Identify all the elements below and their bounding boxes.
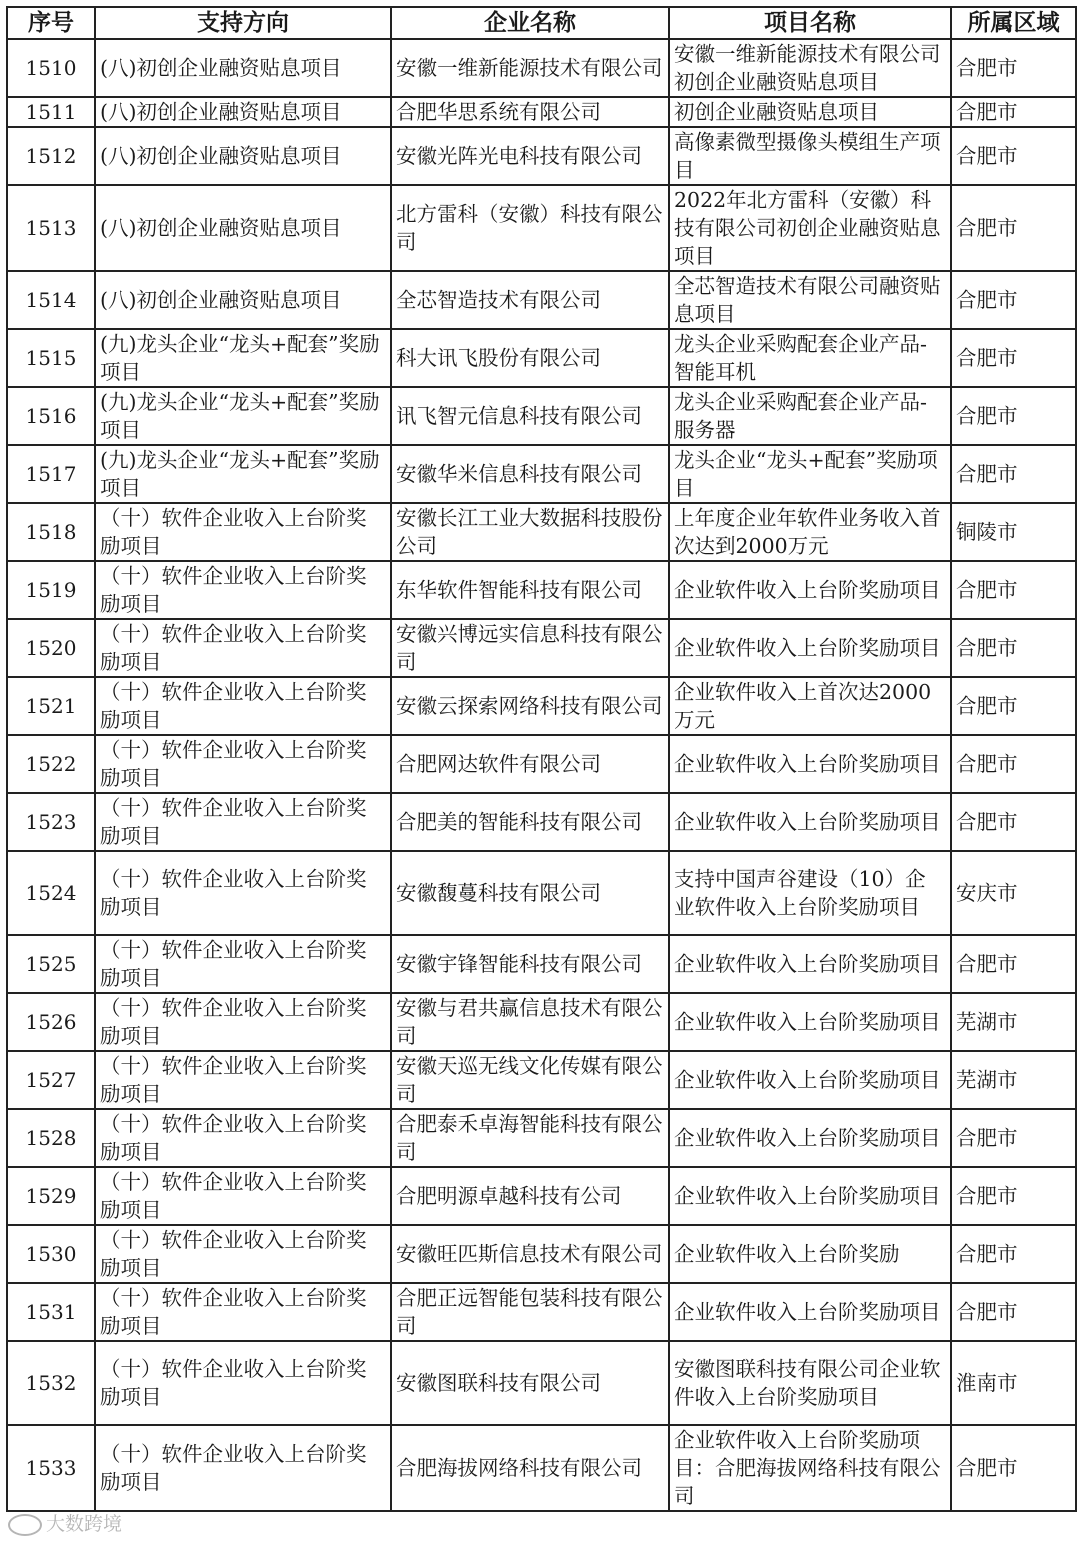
region-cell: 芜湖市 <box>951 993 1076 1051</box>
company-name-cell: 安徽天巡无线文化传媒有限公司 <box>391 1051 669 1109</box>
support-direction-cell: （十）软件企业收入上台阶奖励项目 <box>95 1109 391 1167</box>
company-name-cell: 北方雷科（安徽）科技有限公司 <box>391 185 669 271</box>
serial-number-cell: 1514 <box>7 271 95 329</box>
region-cell: 合肥市 <box>951 1109 1076 1167</box>
project-name-cell: 全芯智造技术有限公司融资贴息项目 <box>669 271 951 329</box>
support-direction-cell: (九)龙头企业“龙头+配套”奖励项目 <box>95 445 391 503</box>
support-direction-cell: （十）软件企业收入上台阶奖励项目 <box>95 1341 391 1425</box>
support-direction-cell: (八)初创企业融资贴息项目 <box>95 127 391 185</box>
company-name-cell: 安徽一维新能源技术有限公司 <box>391 39 669 97</box>
project-name-cell: 企业软件收入上台阶奖励项目 <box>669 1167 951 1225</box>
support-direction-cell: （十）软件企业收入上台阶奖励项目 <box>95 993 391 1051</box>
region-cell: 合肥市 <box>951 445 1076 503</box>
support-direction-cell: （十）软件企业收入上台阶奖励项目 <box>95 1167 391 1225</box>
project-name-cell: 龙头企业采购配套企业产品-服务器 <box>669 387 951 445</box>
project-name-cell: 安徽一维新能源技术有限公司初创企业融资贴息项目 <box>669 39 951 97</box>
company-name-cell: 合肥美的智能科技有限公司 <box>391 793 669 851</box>
project-name-cell: 企业软件收入上台阶奖励项目 <box>669 1109 951 1167</box>
serial-number-cell: 1518 <box>7 503 95 561</box>
table-row <box>7 387 1076 445</box>
serial-number-cell: 1517 <box>7 445 95 503</box>
support-direction-cell: (九)龙头企业“龙头+配套”奖励项目 <box>95 329 391 387</box>
serial-number-cell: 1529 <box>7 1167 95 1225</box>
serial-number-cell: 1526 <box>7 993 95 1051</box>
region-cell: 安庆市 <box>951 851 1076 935</box>
region-cell: 合肥市 <box>951 793 1076 851</box>
table-row <box>7 503 1076 561</box>
company-name-cell: 合肥海拔网络科技有限公司 <box>391 1425 669 1511</box>
support-direction-cell: （十）软件企业收入上台阶奖励项目 <box>95 503 391 561</box>
project-list-table <box>6 6 1077 1512</box>
serial-number-cell: 1530 <box>7 1225 95 1283</box>
header-support-direction: 支持方向 <box>95 7 391 39</box>
project-name-cell: 龙头企业“龙头+配套”奖励项目 <box>669 445 951 503</box>
company-name-cell: 安徽华米信息科技有限公司 <box>391 445 669 503</box>
table-row <box>7 329 1076 387</box>
serial-number-cell: 1512 <box>7 127 95 185</box>
serial-number-cell: 1533 <box>7 1425 95 1511</box>
table-row <box>7 39 1076 97</box>
company-name-cell: 安徽馥蔓科技有限公司 <box>391 851 669 935</box>
region-cell: 合肥市 <box>951 39 1076 97</box>
region-cell: 合肥市 <box>951 1425 1076 1511</box>
table-row <box>7 935 1076 993</box>
project-name-cell: 安徽图联科技有限公司企业软件收入上台阶奖励项目 <box>669 1341 951 1425</box>
table-row <box>7 793 1076 851</box>
table-row <box>7 993 1076 1051</box>
serial-number-cell: 1532 <box>7 1341 95 1425</box>
table-row <box>7 445 1076 503</box>
header-project-name: 项目名称 <box>669 7 951 39</box>
serial-number-cell: 1524 <box>7 851 95 935</box>
project-name-cell: 企业软件收入上台阶奖励项目：合肥海拔网络科技有限公司 <box>669 1425 951 1511</box>
serial-number-cell: 1523 <box>7 793 95 851</box>
support-direction-cell: （十）软件企业收入上台阶奖励项目 <box>95 561 391 619</box>
table-row <box>7 1341 1076 1425</box>
project-name-cell: 支持中国声谷建设（10）企业软件收入上台阶奖励项目 <box>669 851 951 935</box>
serial-number-cell: 1510 <box>7 39 95 97</box>
support-direction-cell: （十）软件企业收入上台阶奖励项目 <box>95 1283 391 1341</box>
project-name-cell: 龙头企业采购配套企业产品-智能耳机 <box>669 329 951 387</box>
serial-number-cell: 1527 <box>7 1051 95 1109</box>
table-row <box>7 1109 1076 1167</box>
header-serial-number: 序号 <box>7 7 95 39</box>
support-direction-cell: （十）软件企业收入上台阶奖励项目 <box>95 735 391 793</box>
watermark <box>8 1509 122 1536</box>
table-header-row <box>7 7 1076 39</box>
project-name-cell: 企业软件收入上台阶奖励 <box>669 1225 951 1283</box>
company-name-cell: 讯飞智元信息科技有限公司 <box>391 387 669 445</box>
company-name-cell: 科大讯飞股份有限公司 <box>391 329 669 387</box>
table-row <box>7 127 1076 185</box>
table-row <box>7 1283 1076 1341</box>
serial-number-cell: 1531 <box>7 1283 95 1341</box>
project-name-cell: 高像素微型摄像头模组生产项目 <box>669 127 951 185</box>
region-cell: 合肥市 <box>951 387 1076 445</box>
company-name-cell: 全芯智造技术有限公司 <box>391 271 669 329</box>
company-name-cell: 合肥正远智能包装科技有限公司 <box>391 1283 669 1341</box>
table-row <box>7 1051 1076 1109</box>
project-name-cell: 企业软件收入上台阶奖励项目 <box>669 993 951 1051</box>
table-row <box>7 185 1076 271</box>
region-cell: 合肥市 <box>951 329 1076 387</box>
support-direction-cell: (八)初创企业融资贴息项目 <box>95 97 391 127</box>
project-name-cell: 企业软件收入上台阶奖励项目 <box>669 793 951 851</box>
company-name-cell: 安徽旺匹斯信息技术有限公司 <box>391 1225 669 1283</box>
support-direction-cell: （十）软件企业收入上台阶奖励项目 <box>95 851 391 935</box>
table-row <box>7 851 1076 935</box>
region-cell: 淮南市 <box>951 1341 1076 1425</box>
table-row <box>7 1225 1076 1283</box>
header-region: 所属区域 <box>951 7 1076 39</box>
support-direction-cell: （十）软件企业收入上台阶奖励项目 <box>95 619 391 677</box>
company-name-cell: 安徽图联科技有限公司 <box>391 1341 669 1425</box>
region-cell: 合肥市 <box>951 735 1076 793</box>
company-name-cell: 合肥华思系统有限公司 <box>391 97 669 127</box>
project-name-cell: 企业软件收入上台阶奖励项目 <box>669 935 951 993</box>
region-cell: 铜陵市 <box>951 503 1076 561</box>
company-name-cell: 安徽云探索网络科技有限公司 <box>391 677 669 735</box>
serial-number-cell: 1520 <box>7 619 95 677</box>
table-row <box>7 561 1076 619</box>
region-cell: 芜湖市 <box>951 1051 1076 1109</box>
project-name-cell: 企业软件收入上台阶奖励项目 <box>669 1051 951 1109</box>
project-name-cell: 上年度企业年软件业务收入首次达到2000万元 <box>669 503 951 561</box>
region-cell: 合肥市 <box>951 677 1076 735</box>
table-row <box>7 271 1076 329</box>
serial-number-cell: 1522 <box>7 735 95 793</box>
table-row <box>7 1167 1076 1225</box>
serial-number-cell: 1511 <box>7 97 95 127</box>
region-cell: 合肥市 <box>951 1283 1076 1341</box>
company-name-cell: 安徽兴博远实信息科技有限公司 <box>391 619 669 677</box>
region-cell: 合肥市 <box>951 185 1076 271</box>
support-direction-cell: （十）软件企业收入上台阶奖励项目 <box>95 1051 391 1109</box>
table-row <box>7 735 1076 793</box>
region-cell: 合肥市 <box>951 619 1076 677</box>
support-direction-cell: （十）软件企业收入上台阶奖励项目 <box>95 677 391 735</box>
company-name-cell: 合肥泰禾卓海智能科技有限公司 <box>391 1109 669 1167</box>
serial-number-cell: 1516 <box>7 387 95 445</box>
region-cell: 合肥市 <box>951 1167 1076 1225</box>
company-name-cell: 合肥明源卓越科技有公司 <box>391 1167 669 1225</box>
company-name-cell: 合肥网达软件有限公司 <box>391 735 669 793</box>
project-name-cell: 企业软件收入上台阶奖励项目 <box>669 1283 951 1341</box>
company-name-cell: 安徽光阵光电科技有限公司 <box>391 127 669 185</box>
region-cell: 合肥市 <box>951 127 1076 185</box>
watermark-text: 大数跨境 <box>46 1513 123 1535</box>
company-name-cell: 安徽宇锋智能科技有限公司 <box>391 935 669 993</box>
serial-number-cell: 1525 <box>7 935 95 993</box>
region-cell: 合肥市 <box>951 271 1076 329</box>
table-row <box>7 97 1076 127</box>
serial-number-cell: 1528 <box>7 1109 95 1167</box>
region-cell: 合肥市 <box>951 561 1076 619</box>
region-cell: 合肥市 <box>951 97 1076 127</box>
project-name-cell: 企业软件收入上台阶奖励项目 <box>669 619 951 677</box>
support-direction-cell: (八)初创企业融资贴息项目 <box>95 185 391 271</box>
support-direction-cell: (九)龙头企业“龙头+配套”奖励项目 <box>95 387 391 445</box>
serial-number-cell: 1515 <box>7 329 95 387</box>
support-direction-cell: （十）软件企业收入上台阶奖励项目 <box>95 1425 391 1511</box>
company-name-cell: 安徽长江工业大数据科技股份公司 <box>391 503 669 561</box>
table-row <box>7 677 1076 735</box>
support-direction-cell: (八)初创企业融资贴息项目 <box>95 39 391 97</box>
table-row <box>7 1425 1076 1511</box>
project-name-cell: 企业软件收入上台阶奖励项目 <box>669 735 951 793</box>
project-name-cell: 初创企业融资贴息项目 <box>669 97 951 127</box>
weibo-logo-icon <box>8 1514 42 1536</box>
region-cell: 合肥市 <box>951 935 1076 993</box>
support-direction-cell: （十）软件企业收入上台阶奖励项目 <box>95 935 391 993</box>
support-direction-cell: （十）软件企业收入上台阶奖励项目 <box>95 1225 391 1283</box>
table-row <box>7 619 1076 677</box>
company-name-cell: 东华软件智能科技有限公司 <box>391 561 669 619</box>
table-body <box>7 39 1076 1511</box>
project-name-cell: 企业软件收入上台阶奖励项目 <box>669 561 951 619</box>
header-company-name: 企业名称 <box>391 7 669 39</box>
support-direction-cell: (八)初创企业融资贴息项目 <box>95 271 391 329</box>
serial-number-cell: 1521 <box>7 677 95 735</box>
support-direction-cell: （十）软件企业收入上台阶奖励项目 <box>95 793 391 851</box>
serial-number-cell: 1519 <box>7 561 95 619</box>
company-name-cell: 安徽与君共赢信息技术有限公司 <box>391 993 669 1051</box>
project-name-cell: 企业软件收入上首次达2000万元 <box>669 677 951 735</box>
project-name-cell: 2022年北方雷科（安徽）科技有限公司初创企业融资贴息项目 <box>669 185 951 271</box>
region-cell: 合肥市 <box>951 1225 1076 1283</box>
serial-number-cell: 1513 <box>7 185 95 271</box>
